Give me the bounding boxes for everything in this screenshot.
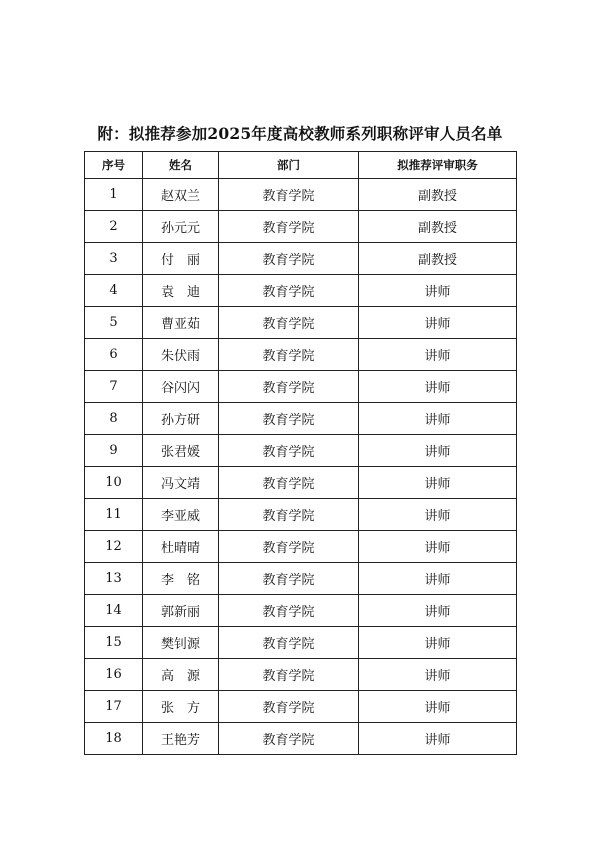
cell-department: 教育学院 (219, 307, 359, 339)
cell-title: 讲师 (359, 595, 517, 627)
table-row (85, 595, 517, 627)
cell-department: 教育学院 (219, 531, 359, 563)
cell-no: 9 (85, 435, 143, 467)
header-name: 姓名 (143, 152, 219, 179)
table-row (85, 499, 517, 531)
cell-no: 14 (85, 595, 143, 627)
cell-no: 1 (85, 179, 143, 211)
cell-department: 教育学院 (219, 627, 359, 659)
header-no: 序号 (85, 152, 143, 179)
cell-department: 教育学院 (219, 339, 359, 371)
table-header-row (85, 152, 517, 179)
cell-no: 8 (85, 403, 143, 435)
cell-department: 教育学院 (219, 467, 359, 499)
cell-title: 副教授 (359, 243, 517, 275)
table-row (85, 275, 517, 307)
cell-department: 教育学院 (219, 243, 359, 275)
table-body (85, 179, 517, 755)
cell-no: 16 (85, 659, 143, 691)
cell-no: 10 (85, 467, 143, 499)
roster-table (84, 151, 517, 755)
cell-no: 13 (85, 563, 143, 595)
cell-department: 教育学院 (219, 499, 359, 531)
cell-no: 12 (85, 531, 143, 563)
cell-name: 冯文靖 (143, 467, 219, 499)
cell-no: 18 (85, 723, 143, 755)
cell-name: 曹亚茹 (143, 307, 219, 339)
cell-title: 讲师 (359, 627, 517, 659)
cell-title: 讲师 (359, 371, 517, 403)
cell-name: 孙方研 (143, 403, 219, 435)
cell-name: 李 铭 (143, 563, 219, 595)
table-row (85, 659, 517, 691)
cell-name: 付 丽 (143, 243, 219, 275)
cell-no: 4 (85, 275, 143, 307)
cell-name: 高 源 (143, 659, 219, 691)
cell-title: 讲师 (359, 339, 517, 371)
cell-name: 袁 迪 (143, 275, 219, 307)
table-row (85, 403, 517, 435)
cell-title: 讲师 (359, 563, 517, 595)
table-row (85, 563, 517, 595)
table-row (85, 435, 517, 467)
cell-name: 谷闪闪 (143, 371, 219, 403)
cell-title: 讲师 (359, 499, 517, 531)
cell-no: 15 (85, 627, 143, 659)
cell-department: 教育学院 (219, 403, 359, 435)
header-department: 部门 (219, 152, 359, 179)
cell-no: 17 (85, 691, 143, 723)
cell-name: 王艳芳 (143, 723, 219, 755)
cell-title: 讲师 (359, 467, 517, 499)
table-row (85, 723, 517, 755)
cell-name: 张君媛 (143, 435, 219, 467)
cell-no: 5 (85, 307, 143, 339)
table-row (85, 467, 517, 499)
table-row (85, 691, 517, 723)
cell-department: 教育学院 (219, 691, 359, 723)
cell-name: 朱伏雨 (143, 339, 219, 371)
cell-department: 教育学院 (219, 659, 359, 691)
cell-title: 讲师 (359, 531, 517, 563)
table-row (85, 179, 517, 211)
cell-title: 讲师 (359, 435, 517, 467)
table-row (85, 339, 517, 371)
cell-no: 6 (85, 339, 143, 371)
cell-title: 讲师 (359, 275, 517, 307)
cell-no: 7 (85, 371, 143, 403)
table-row (85, 211, 517, 243)
cell-name: 樊钊源 (143, 627, 219, 659)
cell-no: 3 (85, 243, 143, 275)
cell-department: 教育学院 (219, 563, 359, 595)
cell-department: 教育学院 (219, 595, 359, 627)
table-row (85, 531, 517, 563)
cell-title: 讲师 (359, 659, 517, 691)
cell-no: 2 (85, 211, 143, 243)
page-title: 附：拟推荐参加2025年度高校教师系列职称评审人员名单 (97, 124, 503, 143)
cell-name: 郭新丽 (143, 595, 219, 627)
cell-title: 讲师 (359, 691, 517, 723)
cell-title: 讲师 (359, 403, 517, 435)
cell-title: 讲师 (359, 307, 517, 339)
cell-department: 教育学院 (219, 435, 359, 467)
cell-no: 11 (85, 499, 143, 531)
table-row (85, 243, 517, 275)
table-row (85, 371, 517, 403)
cell-name: 李亚威 (143, 499, 219, 531)
cell-title: 讲师 (359, 723, 517, 755)
cell-department: 教育学院 (219, 371, 359, 403)
cell-title: 副教授 (359, 211, 517, 243)
cell-title: 副教授 (359, 179, 517, 211)
cell-name: 赵双兰 (143, 179, 219, 211)
cell-department: 教育学院 (219, 275, 359, 307)
cell-name: 杜晴晴 (143, 531, 219, 563)
table-row (85, 307, 517, 339)
cell-department: 教育学院 (219, 723, 359, 755)
cell-name: 孙元元 (143, 211, 219, 243)
cell-department: 教育学院 (219, 211, 359, 243)
cell-name: 张 方 (143, 691, 219, 723)
cell-department: 教育学院 (219, 179, 359, 211)
header-title: 拟推荐评审职务 (359, 152, 517, 179)
table-row (85, 627, 517, 659)
